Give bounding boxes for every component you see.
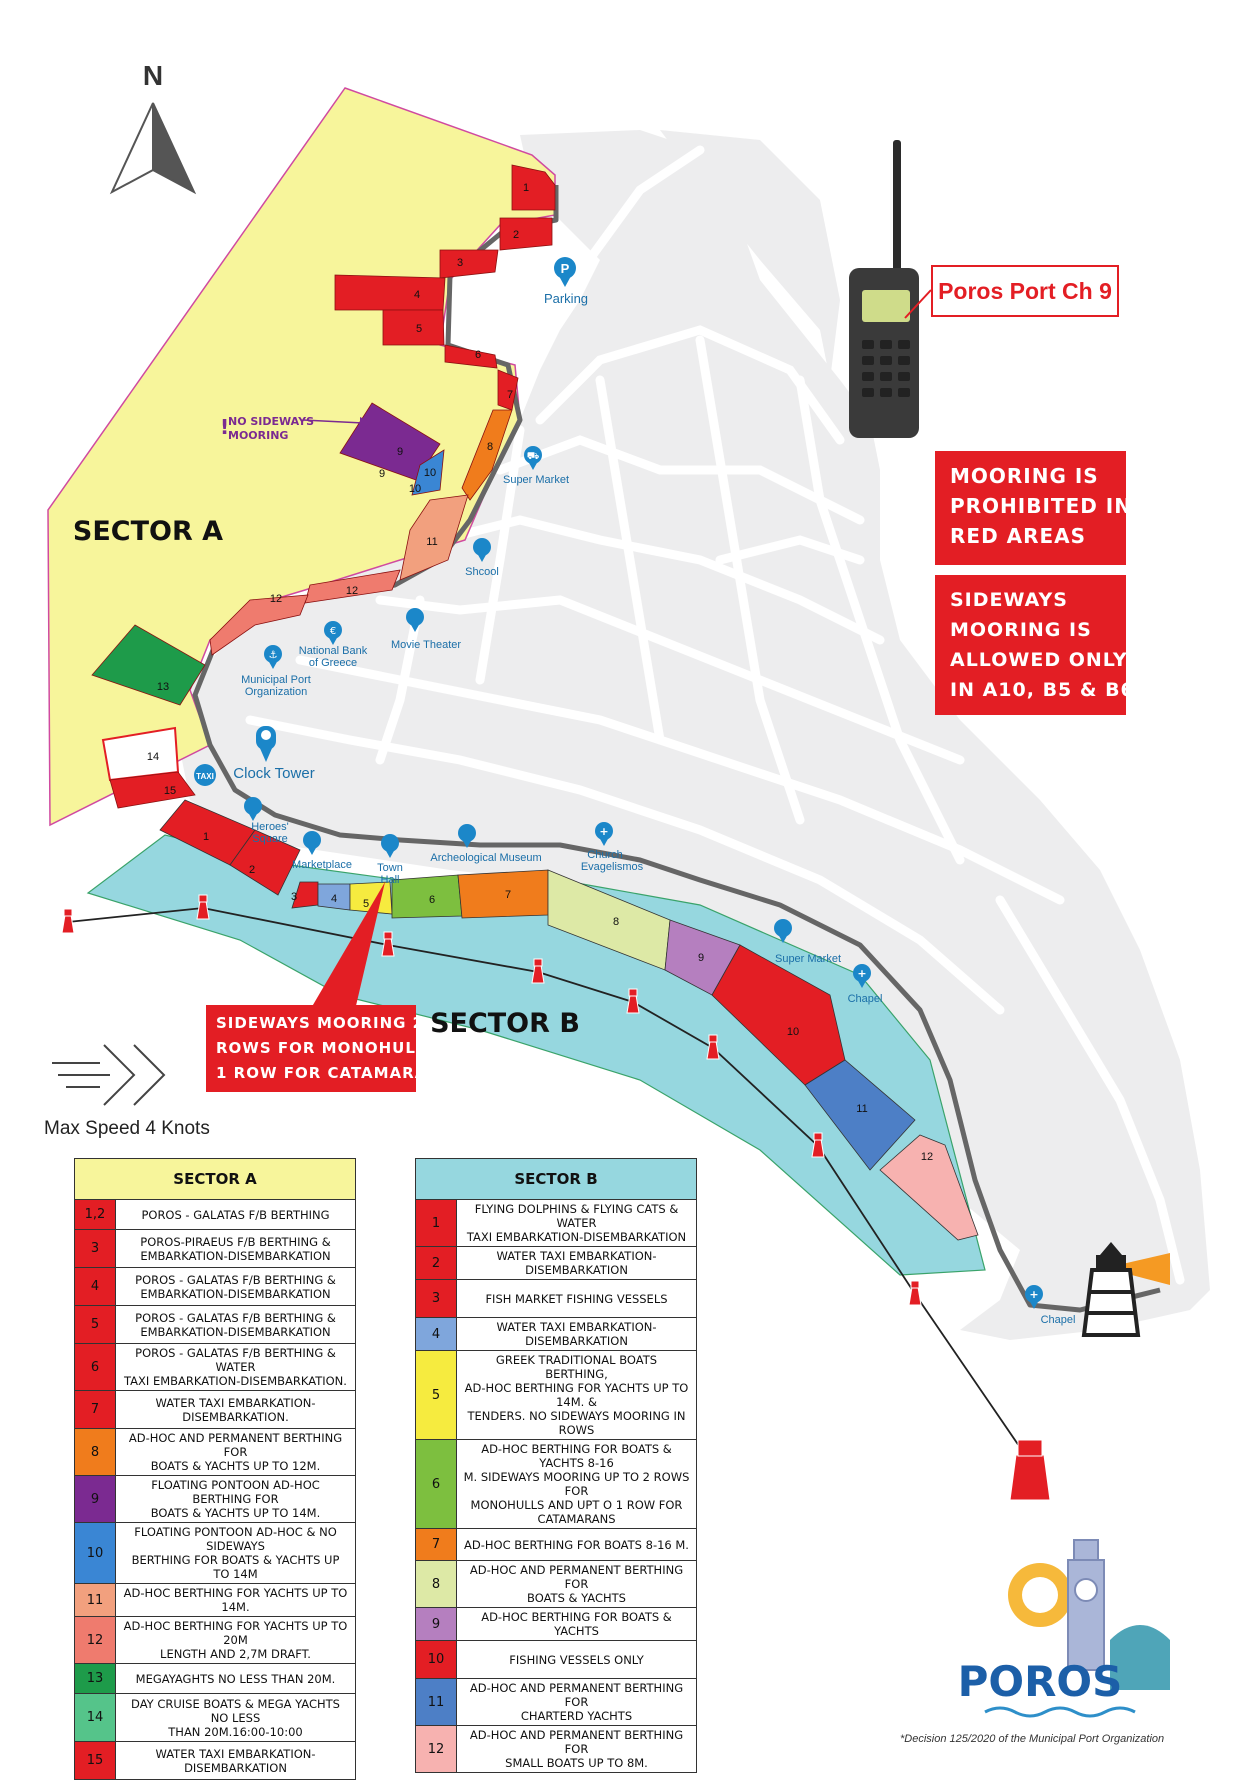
b-row-description-line: GREEK TRADITIONAL BOATS BERTHING,	[495, 1353, 658, 1381]
taxi-icon	[194, 764, 216, 786]
label-port-org-2: Organization	[244, 686, 308, 698]
a-row	[75, 1391, 356, 1429]
a-row-description-line: LENGTH AND 2,7M DRAFT.	[160, 1647, 311, 1661]
label-chapel-2: Chapel	[1040, 1314, 1076, 1326]
b-row	[416, 1318, 697, 1351]
label-a11: 11	[426, 536, 438, 548]
a-row-description-line: POROS - GALATAS F/B BERTHING &	[135, 1272, 336, 1287]
a-row-description-line: EMBARKATION-DISEMBARKATION	[140, 1324, 331, 1339]
b-row-description	[457, 1679, 697, 1726]
a-row-description	[116, 1344, 356, 1391]
a-row	[75, 1268, 356, 1306]
svg-text:⚓: ⚓	[268, 650, 278, 661]
a-row-description	[116, 1523, 356, 1584]
b-row-description-line: FLYING DOLPHINS & FLYING CATS & WATER	[474, 1202, 679, 1230]
svg-text:€: €	[329, 626, 337, 637]
a-row-description-line: EMBARKATION-DISEMBARKATION	[140, 1248, 331, 1263]
svg-text:+: +	[1029, 1288, 1039, 1301]
label-a1: 1	[522, 182, 530, 194]
label-b4: 4	[330, 893, 338, 905]
label-museum: Archeological Museum	[430, 852, 542, 864]
b-row-description-line: AD-HOC BERTHING FOR BOATS & YACHTS	[481, 1610, 672, 1638]
b-row-description	[457, 1280, 697, 1318]
a-row	[75, 1742, 356, 1780]
b-row-description	[457, 1247, 697, 1280]
b-row-description	[457, 1351, 697, 1440]
b-row-description	[457, 1529, 697, 1561]
a-row-description-line: MEGAYAGHTS NO LESS THAN 20M.	[135, 1671, 336, 1686]
b-row-description	[457, 1318, 697, 1351]
a-row-number: 11	[75, 1584, 116, 1617]
b-row-description-line: WATER TAXI EMBARKATION-DISEMBARKATION	[496, 1320, 657, 1348]
b-row-number: 4	[416, 1318, 457, 1351]
b-row-number: 2	[416, 1247, 457, 1280]
speed-arrows-icon	[52, 1045, 164, 1105]
a-row-description	[116, 1664, 356, 1694]
label-supermarket-1: Super Market	[502, 474, 570, 486]
buoy-icon	[909, 1281, 921, 1305]
a-row-number: 3	[75, 1230, 116, 1268]
b-row	[416, 1608, 697, 1641]
b-row-description-line: FISH MARKET FISHING VESSELS	[485, 1291, 668, 1306]
label-b2: 2	[248, 864, 256, 876]
b-row-description	[457, 1200, 697, 1247]
label-b1: 1	[202, 831, 210, 843]
notice-sideways-line: ALLOWED ONLY	[950, 649, 1128, 671]
a-row	[75, 1230, 356, 1268]
label-bank-2: of Greece	[308, 657, 358, 669]
a-row-description-line: DAY CRUISE BOATS & MEGA YACHTS NO LESS	[131, 1696, 340, 1725]
a-row-description	[116, 1694, 356, 1742]
notice-prohibited-line: MOORING IS	[950, 464, 1099, 488]
a-row-description	[116, 1476, 356, 1523]
buoy-icon	[532, 959, 544, 983]
a-row-number: 12	[75, 1617, 116, 1664]
b-row-description-line: WATER TAXI EMBARKATION-DISEMBARKATION	[496, 1249, 657, 1277]
buoy-icon	[62, 909, 74, 933]
label-b5: 5	[362, 898, 370, 910]
notice-sideways-line: IN A10, B5 & B6	[950, 679, 1135, 701]
a-row-description-line: FLOATING PONTOON AD-HOC BERTHING FOR	[151, 1478, 320, 1506]
a-row-number: 6	[75, 1344, 116, 1391]
no-sideways-excl: !	[220, 415, 230, 439]
b-row-description-line: AD-HOC AND PERMANENT BERTHING FOR	[469, 1728, 684, 1756]
a-row-number: 15	[75, 1742, 116, 1780]
label-a7: 7	[506, 389, 514, 401]
zone-a5	[383, 310, 444, 345]
notice-prohibited-line: PROHIBITED IN	[950, 494, 1132, 518]
a-row	[75, 1429, 356, 1476]
label-a10a: 10	[423, 467, 437, 479]
b-row-description	[457, 1726, 697, 1773]
a-row-description-line: BERTHING FOR BOATS & YACHTS UP TO 14M	[131, 1553, 340, 1581]
label-b11: 11	[856, 1103, 868, 1115]
label-supermarket-2: Super Market	[774, 953, 842, 965]
a-row-description	[116, 1391, 356, 1429]
no-sideways-line2: MOORING	[228, 429, 289, 442]
label-bank-1: National Bank	[298, 645, 368, 657]
b-row	[416, 1247, 697, 1280]
a-row-description-line: BOATS & YACHTS UP TO 14M.	[150, 1506, 321, 1520]
a-row-description-line: AD-HOC BERTHING FOR YACHTS UP TO 14M.	[123, 1586, 348, 1614]
zone-a4	[335, 275, 445, 310]
a-row-description-line: AD-HOC BERTHING FOR YACHTS UP TO 20M	[123, 1619, 348, 1647]
buoy-icon	[382, 932, 394, 956]
b-row	[416, 1561, 697, 1608]
marketplace-icon	[303, 831, 321, 855]
svg-text:+: +	[599, 825, 609, 838]
a-row-description-line: POROS - GALATAS F/B BERTHING &	[135, 1310, 336, 1325]
label-a8: 8	[486, 441, 494, 453]
label-parking: Parking	[543, 291, 589, 306]
notice-sideways-line: SIDEWAYS	[950, 589, 1068, 611]
label-townhall-2: Hall	[380, 874, 400, 886]
b-row-number: 5	[416, 1351, 457, 1440]
b-row-description-line: TENDERS. NO SIDEWAYS MOORING IN ROWS	[467, 1409, 686, 1437]
label-a13: 13	[156, 681, 170, 693]
label-b10: 10	[786, 1026, 800, 1038]
label-b12: 12	[920, 1151, 934, 1163]
notice-rows	[206, 1005, 453, 1092]
a-row-number: 10	[75, 1523, 116, 1584]
b-row-description-line: BOATS & YACHTS	[527, 1591, 626, 1605]
label-a12b: 12	[269, 593, 283, 605]
label-a10b: 10	[408, 483, 422, 495]
b-row	[416, 1679, 697, 1726]
a-row	[75, 1306, 356, 1344]
label-b8: 8	[612, 916, 620, 928]
label-chapel-1: Chapel	[847, 993, 883, 1005]
label-a9a: 9	[396, 446, 404, 458]
a-row-description	[116, 1584, 356, 1617]
a-row-description-line: DISEMBARKATION.	[182, 1409, 289, 1424]
a-row-description-line: WATER TAXI EMBARKATION-DISEMBARKATION	[155, 1746, 316, 1775]
label-heroes-2: Square	[252, 833, 288, 845]
b-row-number: 6	[416, 1440, 457, 1529]
a-row-description-line: TAXI EMBARKATION-DISEMBARKATION.	[124, 1374, 347, 1388]
b-row	[416, 1351, 697, 1440]
b-row-description-line: AD-HOC BERTHING FOR BOATS 8-16 M.	[464, 1537, 689, 1552]
b-row	[416, 1280, 697, 1318]
notice-prohibited	[935, 451, 1132, 565]
a-row-description	[116, 1742, 356, 1780]
label-port-org-1: Municipal Port	[241, 674, 311, 686]
a-row-description-line: POROS - GALATAS F/B BERTHING	[141, 1207, 330, 1222]
no-sideways-line1: NO SIDEWAYS	[228, 415, 315, 428]
label-a6: 6	[474, 349, 482, 361]
a-row-number: 7	[75, 1391, 116, 1429]
a-row-number: 1,2	[75, 1200, 116, 1230]
sector-b-legend	[415, 1158, 697, 1773]
b-row	[416, 1726, 697, 1773]
b-row-description	[457, 1561, 697, 1608]
compass-icon	[112, 103, 194, 192]
b-row-description-line: M. SIDEWAYS MOORING UP TO 2 ROWS FOR	[463, 1470, 690, 1498]
label-marketplace: Marketplace	[292, 859, 352, 871]
a-row-number: 5	[75, 1306, 116, 1344]
a-row-number: 9	[75, 1476, 116, 1523]
label-b3: 3	[290, 891, 298, 903]
notice-sideways-line: MOORING IS	[950, 619, 1092, 641]
label-a5: 5	[415, 323, 423, 335]
notice-rows-line: ROWS FOR MONOHULLS	[216, 1039, 439, 1057]
a-row	[75, 1664, 356, 1694]
buoy-icon	[1010, 1440, 1050, 1500]
svg-text:+: +	[857, 967, 867, 980]
radio-icon	[849, 140, 919, 438]
a-row-description-line: FLOATING PONTOON AD-HOC & NO SIDEWAYS	[134, 1525, 337, 1553]
a-row-description-line: POROS-PIRAEUS F/B BERTHING &	[140, 1234, 331, 1249]
label-townhall-1: Town	[377, 862, 403, 874]
b-row-number: 9	[416, 1608, 457, 1641]
b-row	[416, 1440, 697, 1529]
svg-text:POROS: POROS	[957, 1657, 1123, 1706]
label-b7: 7	[504, 889, 512, 901]
label-clock-tower: Clock Tower	[233, 765, 315, 782]
a-row-number: 4	[75, 1268, 116, 1306]
label-a9b: 9	[378, 468, 386, 480]
b-row-number: 8	[416, 1561, 457, 1608]
b-row-description-line: AD-HOC BERTHING FOR YACHTS UP TO 14M. &	[464, 1381, 689, 1409]
a-row-description-line: THAN 20M.16:00-10:00	[168, 1724, 303, 1739]
b-row-description	[457, 1440, 697, 1529]
a-row-description-line: WATER TAXI EMBARKATION-	[155, 1395, 316, 1410]
a-row-description	[116, 1268, 356, 1306]
b-row	[416, 1641, 697, 1679]
a-row	[75, 1200, 356, 1230]
b-row-description-line: AD-HOC AND PERMANENT BERTHING FOR	[469, 1681, 684, 1709]
a-row-description-line: POROS - GALATAS F/B BERTHING & WATER	[135, 1346, 336, 1374]
notice-rows-line: 1 ROW FOR CATAMARANS	[216, 1064, 453, 1082]
label-a4: 4	[413, 289, 421, 301]
b-row-description-line: SMALL BOATS UP TO 8M.	[505, 1756, 648, 1770]
b-row-number: 11	[416, 1679, 457, 1726]
a-row-description	[116, 1200, 356, 1230]
b-row-description-line: AD-HOC BERTHING FOR BOATS & YACHTS 8-16	[481, 1442, 672, 1470]
sector-b-title: SECTOR B	[430, 1008, 580, 1039]
a-row-description	[116, 1230, 356, 1268]
buoy-icon	[627, 989, 639, 1013]
a-row	[75, 1617, 356, 1664]
b-row-description-line: FISHING VESSELS ONLY	[509, 1652, 644, 1667]
svg-text:TAXI: TAXI	[196, 772, 214, 781]
b-row-number: 3	[416, 1280, 457, 1318]
b-row-number: 1	[416, 1200, 457, 1247]
label-church-2: Evagelismos	[580, 861, 644, 873]
a-row	[75, 1694, 356, 1742]
b-row-description-line: TAXI EMBARKATION-DISEMBARKATION	[466, 1230, 687, 1244]
label-school: Shcool	[465, 566, 499, 578]
notice-sideways	[935, 575, 1135, 715]
zone-b6	[392, 875, 462, 918]
b-row	[416, 1200, 697, 1247]
a-row-description	[116, 1306, 356, 1344]
a-row	[75, 1523, 356, 1584]
b-row-number: 12	[416, 1726, 457, 1773]
zone-a2	[500, 218, 552, 250]
b-row-description	[457, 1641, 697, 1679]
svg-text:P: P	[560, 261, 570, 276]
legend-b-title: SECTOR B	[416, 1159, 697, 1200]
b-row	[416, 1529, 697, 1561]
label-a14: 14	[146, 751, 160, 763]
b-row-description-line: CATAMARANS	[537, 1512, 616, 1526]
radio-channel-label: Poros Port Ch 9	[931, 265, 1119, 317]
buoy-icon	[197, 895, 209, 919]
a-row	[75, 1476, 356, 1523]
a-row-number: 14	[75, 1694, 116, 1742]
a-row-number: 13	[75, 1664, 116, 1694]
a-row-description-line: EMBARKATION-DISEMBARKATION	[140, 1286, 331, 1301]
a-row-description	[116, 1429, 356, 1476]
a-row-description	[116, 1617, 356, 1664]
b-row-number: 7	[416, 1529, 457, 1561]
sector-a-legend	[74, 1158, 356, 1780]
svg-text:⛟: ⛟	[526, 451, 540, 462]
sector-a-title: SECTOR A	[72, 516, 224, 547]
max-speed-label: Max Speed 4 Knots	[44, 1118, 210, 1139]
b-row-description-line: MONOHULLS AND UPT O 1 ROW FOR	[470, 1498, 683, 1512]
zone-a3	[440, 250, 498, 278]
label-heroes-1: Heroes'	[251, 821, 289, 833]
label-a12a: 12	[345, 585, 359, 597]
b-row-number: 10	[416, 1641, 457, 1679]
label-church-1: Church	[587, 849, 623, 861]
label-movie: Movie Theater	[390, 639, 462, 651]
b-row-description-line: AD-HOC AND PERMANENT BERTHING FOR	[469, 1563, 684, 1591]
decision-note: *Decision 125/2020 of the Municipal Port Organization	[900, 1733, 1165, 1745]
label-b9: 9	[697, 952, 705, 964]
label-a15: 15	[163, 785, 177, 797]
notice-rows-line: SIDEWAYS MOORING 2	[216, 1014, 425, 1032]
buoy-icon	[812, 1133, 824, 1157]
a-row-description-line: BOATS & YACHTS UP TO 12M.	[150, 1459, 321, 1473]
a-row-number: 8	[75, 1429, 116, 1476]
label-a3: 3	[456, 257, 464, 269]
notice-prohibited-line: RED AREAS	[950, 524, 1087, 548]
a-row-description-line: AD-HOC AND PERMANENT BERTHING FOR	[128, 1431, 343, 1459]
a-row	[75, 1344, 356, 1391]
zone-b7	[458, 870, 548, 918]
legend-a-title: SECTOR A	[75, 1159, 356, 1200]
b-row-description	[457, 1608, 697, 1641]
label-b6: 6	[428, 894, 436, 906]
compass-label: N	[142, 60, 164, 91]
poros-logo	[958, 1540, 1170, 1716]
b-row-description-line: CHARTERD YACHTS	[520, 1709, 633, 1723]
buoy-icon	[707, 1035, 719, 1059]
label-a2: 2	[512, 229, 520, 241]
a-row	[75, 1584, 356, 1617]
